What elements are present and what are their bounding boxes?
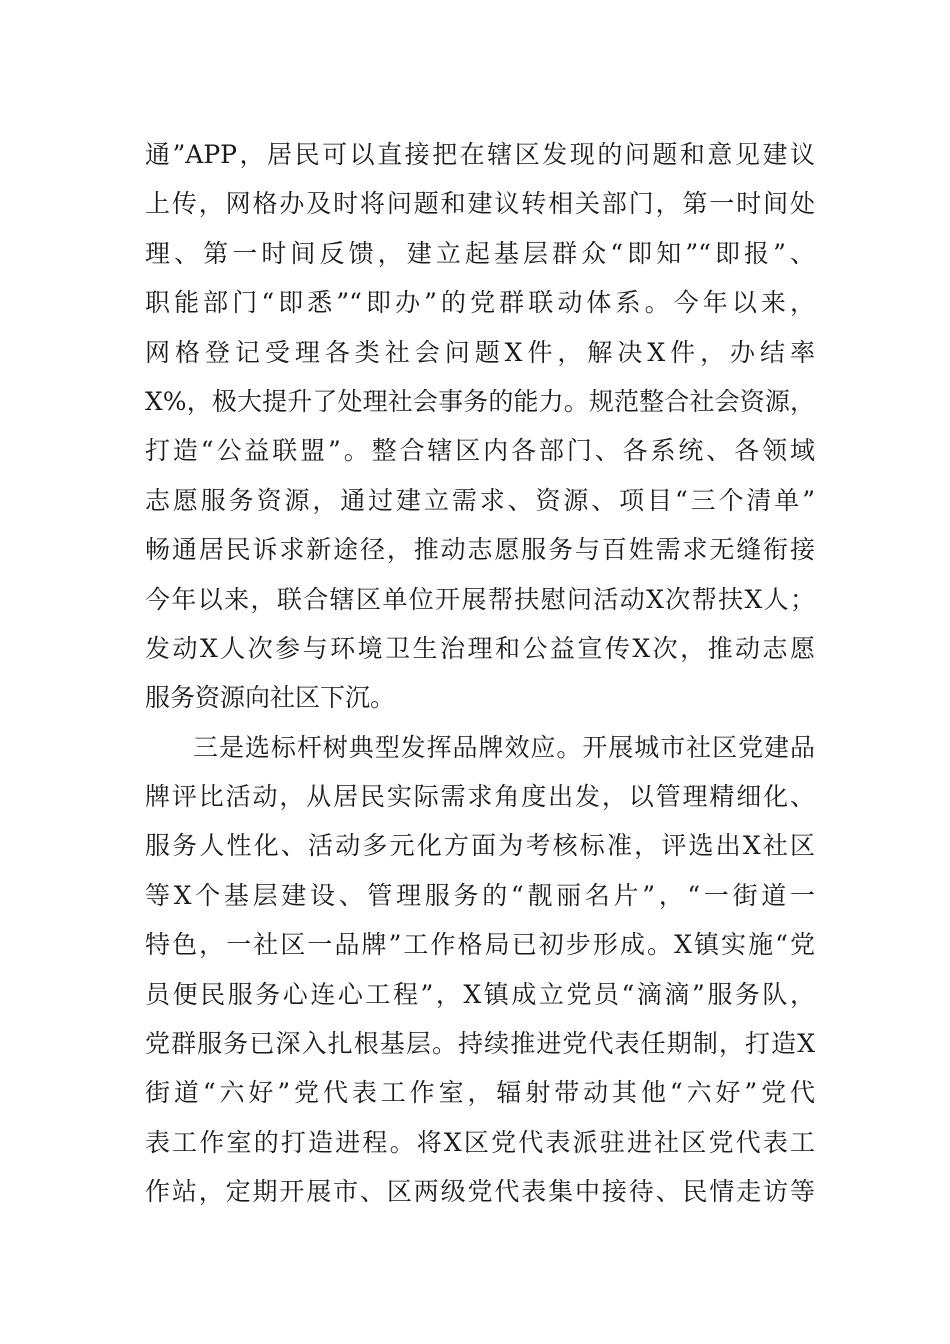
text-line: 发动X人次参与环境卫生治理和公益宣传X次，推动志愿 <box>145 633 815 663</box>
text-line: 网格登记受理各类社会问题X件，解决X件，办结率 <box>145 337 815 367</box>
text-line: 今年以来，联合辖区单位开展帮扶慰问活动X次帮扶X人； <box>145 584 815 614</box>
text-line: 服务人性化、活动多元化方面为考核标准，评选出X社区 <box>145 831 815 861</box>
text-line-last: 服务资源向社区下沉。 <box>145 683 396 713</box>
text-line: 街道“六好”党代表工作室，辐射带动其他“六好”党代 <box>145 1078 815 1108</box>
text-line: 表工作室的打造进程。将X区党代表派驻进社区党代表工 <box>145 1127 815 1157</box>
text-line: 志愿服务资源，通过建立需求、资源、项目“三个清单” <box>145 485 815 515</box>
paragraph-2 <box>145 723 815 1217</box>
text-line: 理、第一时间反馈，建立起基层群众“即知”“即报”、 <box>145 238 815 268</box>
text-line: 等X个基层建设、管理服务的“靓丽名片”，“一街道一 <box>145 880 815 910</box>
text-line: 畅通居民诉求新途径，推动志愿服务与百姓需求无缝衔接 <box>145 535 815 565</box>
text-line: 通”APP，居民可以直接把在辖区发现的问题和意见建议 <box>145 140 815 169</box>
text-line: 上传，网格办及时将问题和建议转相关部门，第一时间处 <box>145 189 815 219</box>
text-line: 打造“公益联盟”。整合辖区内各部门、各系统、各领域 <box>145 436 815 466</box>
text-line: 特色，一社区一品牌”工作格局已初步形成。X镇实施“党 <box>145 930 815 960</box>
text-line: 党群服务已深入扎根基层。持续推进党代表任期制，打造X <box>145 1029 815 1059</box>
text-line-first: 三是选标杆树典型发挥品牌效应。开展城市社区党建品 <box>193 732 815 762</box>
text-line: 作站，定期开展市、区两级党代表集中接待、民情走访等 <box>145 1177 815 1207</box>
document-body <box>145 130 815 1217</box>
text-line: 职能部门“即悉”“即办”的党群联动体系。今年以来， <box>145 288 815 318</box>
text-line: 员便民服务心连心工程”，X镇成立党员“滴滴”服务队， <box>145 979 815 1009</box>
text-line: X%，极大提升了处理社会事务的能力。规范整合社会资源， <box>145 386 815 416</box>
text-line: 牌评比活动，从居民实际需求角度出发，以管理精细化、 <box>145 782 815 812</box>
paragraph-1 <box>145 130 815 723</box>
